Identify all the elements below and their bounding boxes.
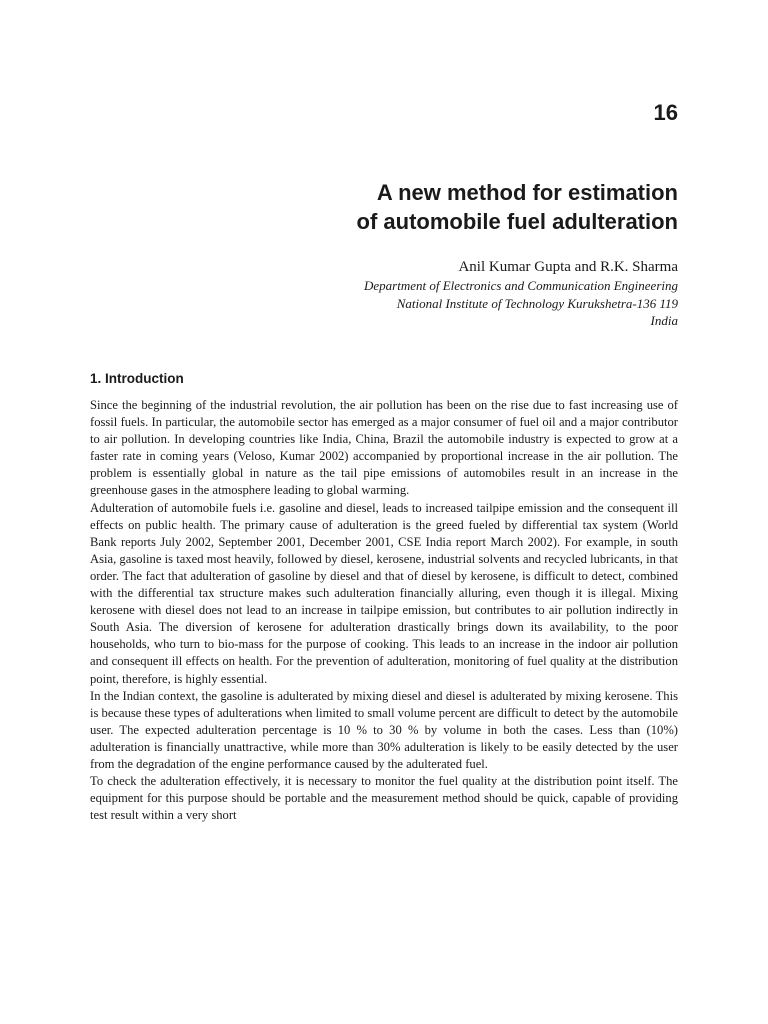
chapter-number: 16 <box>653 100 678 125</box>
affiliation <box>158 277 678 330</box>
affiliation-country: India <box>650 313 678 328</box>
body-text <box>90 397 678 824</box>
paragraph: To check the adulteration effectively, it is necessary to monitor the fuel quality at the distribution point itself. The equipment for this purpose should be portable and the measurement method should be quick, capable of providing test result within a very short <box>90 774 678 823</box>
paragraph: Since the beginning of the industrial revolution, the air pollution has been on the rise due to fast increasing use of fossil fuels. In particular, the automobile sector has emerged as a major consumer of fuel oil and a major contributor to air pollution. In developing countries like India, China, Brazil the automobile industry is expected to grow at a faster rate in coming years (Veloso, Kumar 2002) accompanied by proportional increase in the air pollution. The problem is essentially global in nature as the tail pipe emissions of automobiles result in an increase in the greenhouse gases in the atmosphere leading to global warming. <box>90 398 678 498</box>
paragraph: In the Indian context, the gasoline is adulterated by mixing diesel and diesel is adulterated by mixing kerosene. This is because these types of adulterations when limited to small volume percent are difficult to detect by the automobile user. The expected adulteration percentage is 10 % to 30 % by volume in both the cases. Less than (10%) adulteration is financially unattractive, while more than 30% adulteration is likely to be easily detected by the user from the degradation of the engine performance caused by the adulterated fuel. <box>90 688 679 771</box>
affiliation-institute: National Institute of Technology Kurukshetra-136 119 <box>396 295 678 311</box>
section-heading: 1. Introduction <box>90 371 184 386</box>
chapter-title-line: of automobile fuel adulteration <box>356 209 678 234</box>
affiliation-department: Department of Electronics and Communication Engineering <box>364 278 678 293</box>
paragraph: Adulteration of automobile fuels i.e. gasoline and diesel, leads to increased tailpipe emission and the consequent ill effects on public health. The primary cause of adulteration is the greed fueled by differential tax system (World Bank reports July 2002, September 2001, December 2001, CSE India report March 2002). For example, in south Asia, gasoline is taxed most heavily, followed by diesel, kerosene, industrial solvents and recycled lubricants, in that order. The fact that adulteration of gasoline by diesel and that of diesel by kerosene, is difficult to detect, combined with the differential tax structure makes such adulteration financially alluring, even though it is illegal. Mixing kerosene with diesel does not lead to an increase in tailpipe emission, but contributes to air pollution indirectly in South Asia. The diversion of kerosene for adulteration drastically brings down its availability, to the poor households, who turn to bio-mass for the purpose of cooking. This leads to an increase in the indoor air pollution and consequent ill effects on health. For the prevention of adulteration, monitoring of fuel quality at the distribution point, therefore, is highly essential. <box>90 500 678 686</box>
chapter-title <box>158 178 678 236</box>
author-names: Anil Kumar Gupta and R.K. Sharma <box>458 259 678 275</box>
chapter-title-line: A new method for estimation <box>376 180 678 205</box>
